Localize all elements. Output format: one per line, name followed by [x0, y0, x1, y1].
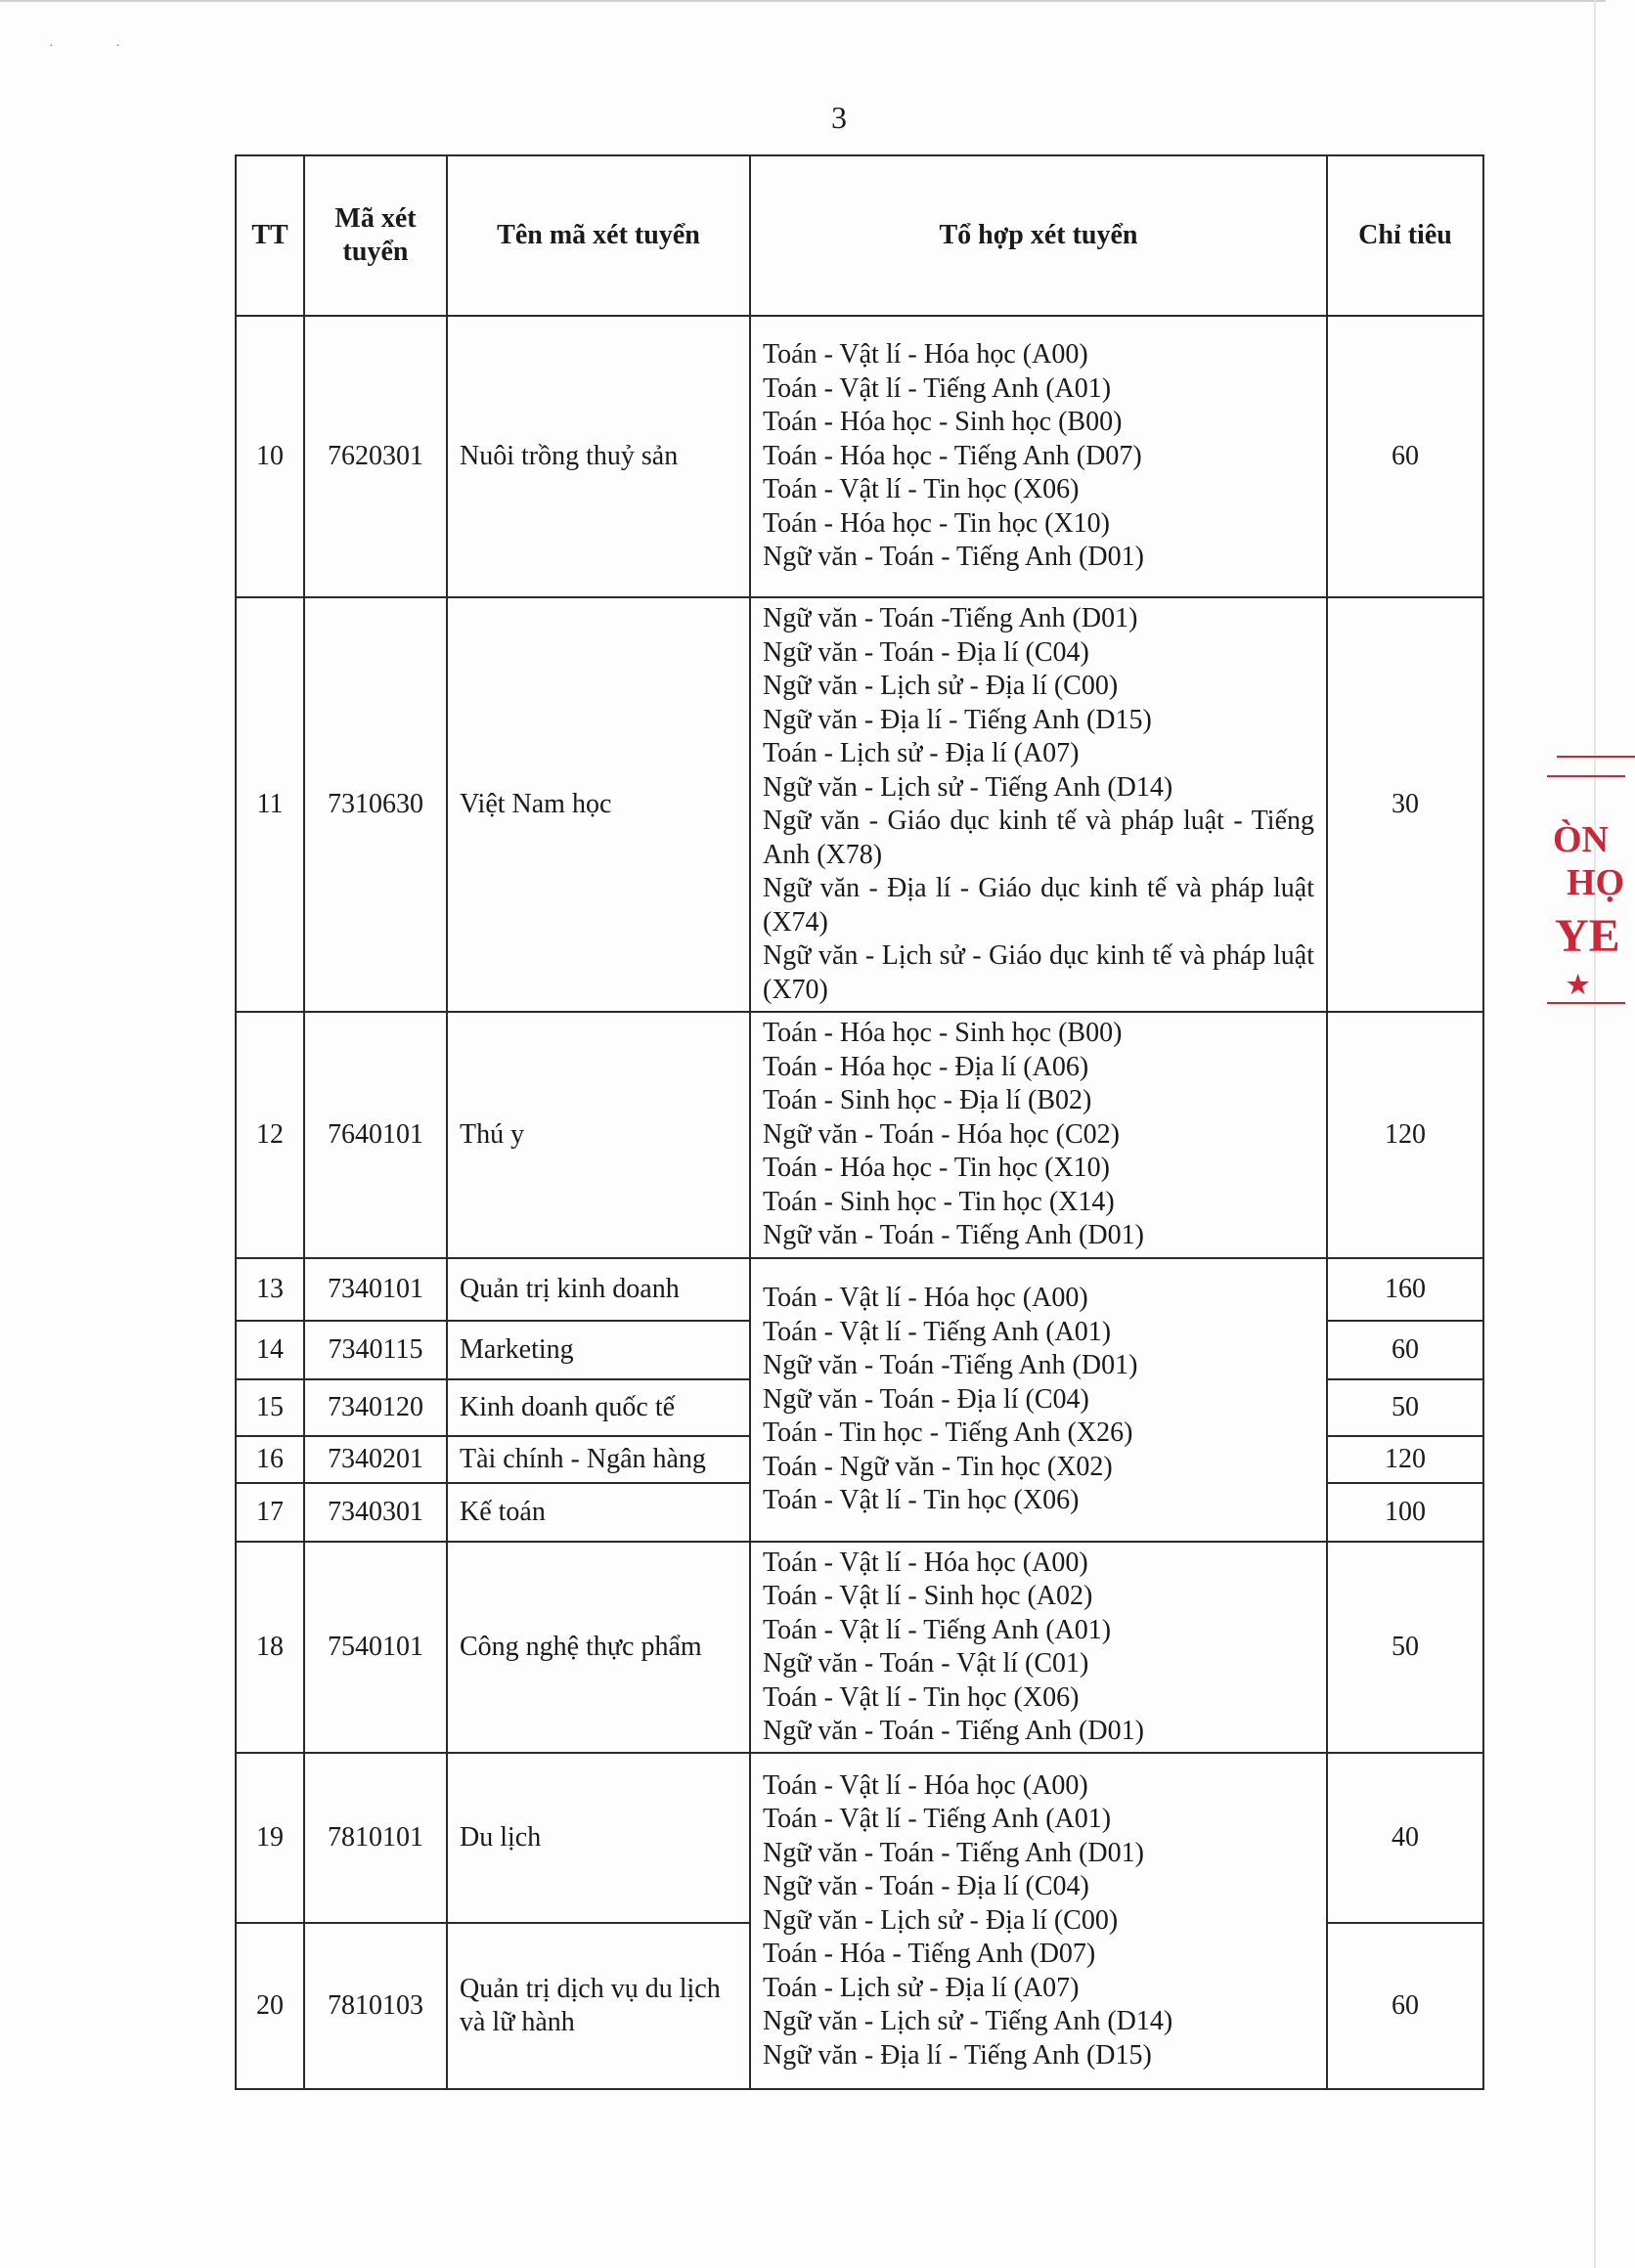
cell-combos: [750, 1258, 1327, 1542]
combo-item: Toán - Vật lí - Tiếng Anh (A01): [763, 1614, 1112, 1645]
combo-item: Toán - Vật lí - Tiếng Anh (A01): [763, 1316, 1112, 1347]
combo-item: Ngữ văn - Lịch sử - Giáo dục kinh tế và pháp luật (X70): [763, 940, 1314, 1005]
combo-item: Toán - Lịch sử - Địa lí (A07): [763, 738, 1080, 768]
cell-tt: 15: [236, 1379, 304, 1436]
cell-quota: 160: [1327, 1258, 1483, 1321]
cell-quota: 50: [1327, 1379, 1483, 1436]
combo-item: Toán - Vật lí - Sinh học (A02): [763, 1581, 1093, 1611]
cell-combos: [750, 1753, 1327, 2089]
combo-item: Ngữ văn - Toán - Địa lí (C04): [763, 1871, 1089, 1902]
cell-tt: 11: [236, 597, 304, 1012]
cell-code: 7640101: [304, 1012, 447, 1258]
combo-item: Toán - Vật lí - Hóa học (A00): [763, 1547, 1088, 1578]
header-name: Tên mã xét tuyển: [447, 155, 750, 316]
cell-quota: 120: [1327, 1436, 1483, 1483]
cell-name: Kế toán: [447, 1483, 750, 1542]
combo-item: Toán - Tin học - Tiếng Anh (X26): [763, 1418, 1133, 1449]
combo-item: Ngữ văn - Toán -Tiếng Anh (D01): [763, 603, 1138, 633]
cell-combos: [750, 1012, 1327, 1258]
combo-item: Toán - Vật lí - Tin học (X06): [763, 1681, 1080, 1713]
cell-name: Việt Nam học: [447, 597, 750, 1012]
cell-code: 7620301: [304, 316, 447, 597]
header-code: Mã xét tuyển: [304, 155, 447, 316]
cell-quota: 60: [1327, 1321, 1483, 1379]
combo-item: Ngữ văn - Toán - Địa lí (C04): [763, 1383, 1089, 1415]
combo-item: Toán - Ngữ văn - Tin học (X02): [763, 1451, 1113, 1482]
cell-name: Marketing: [447, 1321, 750, 1379]
cell-combos: [750, 597, 1327, 1012]
combo-item: Toán - Vật lí - Tin học (X06): [763, 474, 1080, 505]
cell-tt: 16: [236, 1436, 304, 1483]
combo-item: Ngữ văn - Lịch sử - Địa lí (C00): [763, 671, 1119, 701]
cell-code: 7340101: [304, 1258, 447, 1321]
cell-code: 7340301: [304, 1483, 447, 1542]
scan-right-edge: [1594, 0, 1596, 2268]
cell-code: 7310630: [304, 597, 447, 1012]
cell-code: 7340120: [304, 1379, 447, 1436]
combo-item: Toán - Sinh học - Địa lí (B02): [763, 1085, 1092, 1116]
combo-item: Toán - Hóa học - Tin học (X10): [763, 507, 1110, 539]
table-row: [236, 597, 1483, 1012]
cell-name: Kinh doanh quốc tế: [447, 1379, 750, 1436]
stamp-arc: [1547, 775, 1625, 777]
cell-tt: 13: [236, 1258, 304, 1321]
combo-item: Toán - Hóa học - Tin học (X10): [763, 1153, 1110, 1184]
table-row: [236, 1753, 1483, 1923]
combo-item: Toán - Vật lí - Tiếng Anh (A01): [763, 372, 1112, 404]
cell-quota: 100: [1327, 1483, 1483, 1542]
cell-tt: 18: [236, 1542, 304, 1753]
scan-top-edge: [0, 0, 1606, 2]
combo-item: Ngữ văn - Lịch sử - Địa lí (C00): [763, 1904, 1119, 1936]
cell-name: Quản trị dịch vụ du lịch và lữ hành: [447, 1923, 750, 2089]
table-row: [236, 316, 1483, 597]
cell-tt: 19: [236, 1753, 304, 1923]
combo-item: Ngữ văn - Toán - Tiếng Anh (D01): [763, 542, 1144, 573]
table-header-row: [236, 155, 1483, 316]
red-seal-stamp: [1547, 748, 1625, 1041]
stamp-arc: [1557, 756, 1635, 758]
combo-item: Toán - Hóa học - Sinh học (B00): [763, 1018, 1123, 1049]
combo-item: Ngữ văn - Toán - Địa lí (C04): [763, 636, 1089, 668]
combo-item: Toán - Vật lí - Hóa học (A00): [763, 1283, 1088, 1314]
stamp-text: ÒN: [1553, 819, 1609, 860]
cell-tt: 10: [236, 316, 304, 597]
header-tt: TT: [236, 155, 304, 316]
cell-name: Du lịch: [447, 1753, 750, 1923]
combo-item: Ngữ văn - Toán - Hóa học (C02): [763, 1118, 1120, 1150]
combo-item: Ngữ văn - Giáo dục kinh tế và pháp luật - Tiếng Anh (X78): [763, 806, 1314, 870]
combo-item: Ngữ văn - Toán -Tiếng Anh (D01): [763, 1350, 1138, 1381]
combo-item: Toán - Hóa học - Tiếng Anh (D07): [763, 440, 1142, 471]
combo-item: Toán - Hóa học - Sinh học (B00): [763, 407, 1123, 438]
scan-specks: · ·: [49, 39, 150, 54]
combo-item: Toán - Vật lí - Tiếng Anh (A01): [763, 1804, 1112, 1835]
combo-item: Ngữ văn - Địa lí - Tiếng Anh (D15): [763, 2039, 1152, 2071]
combo-item: Toán - Lịch sử - Địa lí (A07): [763, 1972, 1080, 2003]
cell-quota: 50: [1327, 1542, 1483, 1753]
cell-quota: 60: [1327, 1923, 1483, 2089]
combo-item: Ngữ văn - Toán - Tiếng Anh (D01): [763, 1716, 1144, 1746]
combo-item: Ngữ văn - Toán - Tiếng Anh (D01): [763, 1837, 1144, 1868]
combo-item: Ngữ văn - Lịch sử - Tiếng Anh (D14): [763, 771, 1173, 803]
stamp-star-icon: ★: [1567, 971, 1590, 999]
cell-quota: 40: [1327, 1753, 1483, 1923]
table-row: [236, 1012, 1483, 1258]
cell-combos: [750, 316, 1327, 597]
combo-item: Toán - Vật lí - Hóa học (A00): [763, 339, 1088, 371]
combo-item: Toán - Sinh học - Tin học (X14): [763, 1186, 1115, 1217]
stamp-text: HỌ: [1567, 862, 1625, 903]
cell-tt: 20: [236, 1923, 304, 2089]
cell-tt: 17: [236, 1483, 304, 1542]
stamp-text: YE: [1555, 910, 1620, 962]
cell-code: 7340201: [304, 1436, 447, 1483]
combo-item: Ngữ văn - Lịch sử - Tiếng Anh (D14): [763, 2006, 1173, 2037]
table-row: [236, 1542, 1483, 1753]
combo-item: Ngữ văn - Địa lí - Tiếng Anh (D15): [763, 704, 1152, 735]
header-combos: Tổ hợp xét tuyển: [750, 155, 1327, 316]
cell-code: 7810103: [304, 1923, 447, 2089]
cell-quota: 60: [1327, 316, 1483, 597]
header-quota: Chỉ tiêu: [1327, 155, 1483, 316]
cell-code: 7340115: [304, 1321, 447, 1379]
cell-name: Công nghệ thực phẩm: [447, 1542, 750, 1753]
admissions-table: [235, 154, 1484, 2090]
cell-code: 7540101: [304, 1542, 447, 1753]
cell-name: Thú y: [447, 1012, 750, 1258]
combo-item: Toán - Hóa học - Địa lí (A06): [763, 1051, 1089, 1082]
cell-combos: [750, 1542, 1327, 1753]
combo-item: Ngữ văn - Địa lí - Giáo dục kinh tế và pháp luật (X74): [763, 873, 1314, 938]
cell-quota: 30: [1327, 597, 1483, 1012]
cell-code: 7810101: [304, 1753, 447, 1923]
table-row: [236, 1258, 1483, 1321]
cell-tt: 12: [236, 1012, 304, 1258]
combo-item: Toán - Vật lí - Tin học (X06): [763, 1485, 1080, 1516]
stamp-arc: [1547, 1002, 1625, 1004]
combo-item: Ngữ văn - Toán - Vật lí (C01): [763, 1648, 1089, 1679]
cell-name: Tài chính - Ngân hàng: [447, 1436, 750, 1483]
combo-item: Toán - Hóa - Tiếng Anh (D07): [763, 1939, 1096, 1970]
cell-tt: 14: [236, 1321, 304, 1379]
combo-item: Toán - Vật lí - Hóa học (A00): [763, 1769, 1088, 1801]
cell-name: Quản trị kinh doanh: [447, 1258, 750, 1321]
page-number: 3: [831, 100, 847, 135]
cell-name: Nuôi trồng thuỷ sản: [447, 316, 750, 597]
combo-item: Ngữ văn - Toán - Tiếng Anh (D01): [763, 1220, 1144, 1251]
cell-quota: 120: [1327, 1012, 1483, 1258]
